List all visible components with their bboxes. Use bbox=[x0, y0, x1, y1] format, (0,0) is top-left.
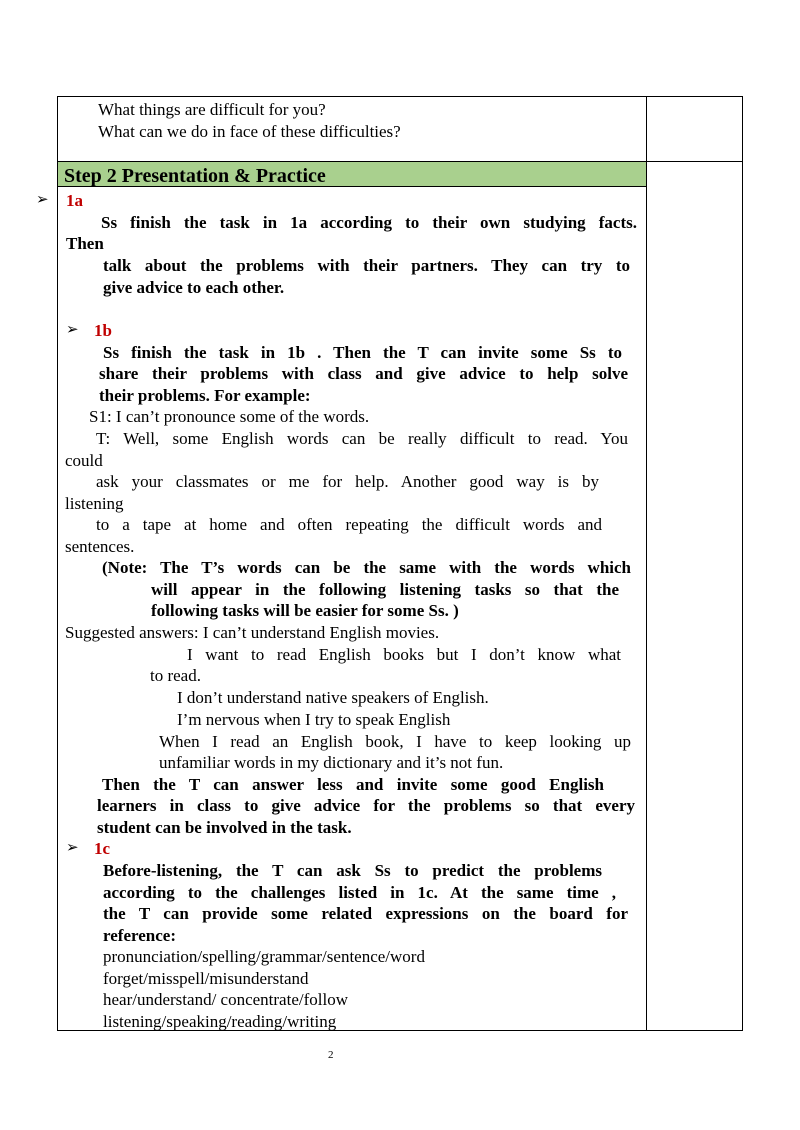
expression-line: listening/speaking/reading/writing bbox=[103, 1012, 337, 1031]
suggested-answer: I’m nervous when I try to speak English bbox=[177, 710, 451, 729]
table-column-divider bbox=[646, 96, 647, 1031]
suggested-answer: I want to read English books but I don’t know what bbox=[187, 645, 621, 664]
section-1c-text: according to the challenges listed in 1c. At the same time , bbox=[103, 883, 616, 902]
section-1b-text: Then the T can answer less and invite some good English bbox=[102, 775, 604, 794]
section-1b-text: student can be involved in the task. bbox=[97, 818, 352, 837]
expression-line: hear/understand/ concentrate/follow bbox=[103, 990, 348, 1009]
table-top-border bbox=[57, 96, 743, 97]
bullet-arrow-icon: ➢ bbox=[66, 838, 79, 856]
example-t: to a tape at home and often repeating the difficult words and bbox=[96, 515, 602, 534]
intro-question-2: What can we do in face of these difficulties? bbox=[98, 122, 401, 141]
bullet-arrow-icon: ➢ bbox=[66, 320, 79, 338]
example-t: T: Well, some English words can be really difficult to read. You bbox=[96, 429, 628, 448]
note-text: will appear in the following listening tasks so that the bbox=[151, 580, 619, 599]
example-t: ask your classmates or me for help. Another good way is by bbox=[96, 472, 599, 491]
step-title: Step 2 Presentation & Practice bbox=[64, 165, 326, 187]
table-left-border bbox=[57, 96, 58, 1031]
suggested-answer: I don’t understand native speakers of English. bbox=[177, 688, 489, 707]
suggested-answer: to read. bbox=[150, 666, 201, 685]
example-s1: S1: I can’t pronounce some of the words. bbox=[89, 407, 370, 426]
bullet-arrow-icon: ➢ bbox=[36, 190, 49, 208]
note-text: (Note: The T’s words can be the same with the words which bbox=[102, 558, 631, 577]
section-1a-text: give advice to each other. bbox=[103, 278, 285, 297]
section-1c-text: the T can provide some related expressions on the board for bbox=[103, 904, 628, 923]
section-1a-text: Ss finish the task in 1a according to their own studying facts. bbox=[101, 213, 637, 232]
section-1a-text: talk about the problems with their partners. They can try to bbox=[103, 256, 630, 275]
section-1b-text: share their problems with class and give advice to help solve bbox=[99, 364, 628, 383]
section-1a-text: Then bbox=[66, 234, 104, 253]
example-t: listening bbox=[65, 494, 124, 513]
page-number: 2 bbox=[328, 1049, 334, 1061]
suggested-answer: When I read an English book, I have to keep looking up bbox=[159, 732, 631, 751]
section-1b-text: their problems. For example: bbox=[99, 386, 311, 405]
section-1b-label: 1b bbox=[94, 321, 112, 340]
suggested-answer: Suggested answers: I can’t understand English movies. bbox=[65, 623, 440, 642]
section-1a-label: 1a bbox=[66, 191, 83, 210]
section-1c-text: Before-listening, the T can ask Ss to predict the problems bbox=[103, 861, 602, 880]
section-1c-text: reference: bbox=[103, 926, 176, 945]
example-t: could bbox=[65, 451, 103, 470]
example-t: sentences. bbox=[65, 537, 135, 556]
expression-line: pronunciation/spelling/grammar/sentence/word bbox=[103, 947, 425, 966]
section-1b-text: learners in class to give advice for the problems so that every bbox=[97, 796, 635, 815]
note-text: following tasks will be easier for some Ss. ) bbox=[151, 601, 459, 620]
section-1b-text: Ss finish the task in 1b . Then the T can invite some Ss to bbox=[103, 343, 622, 362]
intro-question-1: What things are difficult for you? bbox=[98, 100, 326, 119]
section-1c-label: 1c bbox=[94, 839, 111, 858]
suggested-answer: unfamiliar words in my dictionary and it’s not fun. bbox=[159, 753, 504, 772]
table-right-border bbox=[742, 96, 743, 1031]
expression-line: forget/misspell/misunderstand bbox=[103, 969, 309, 988]
